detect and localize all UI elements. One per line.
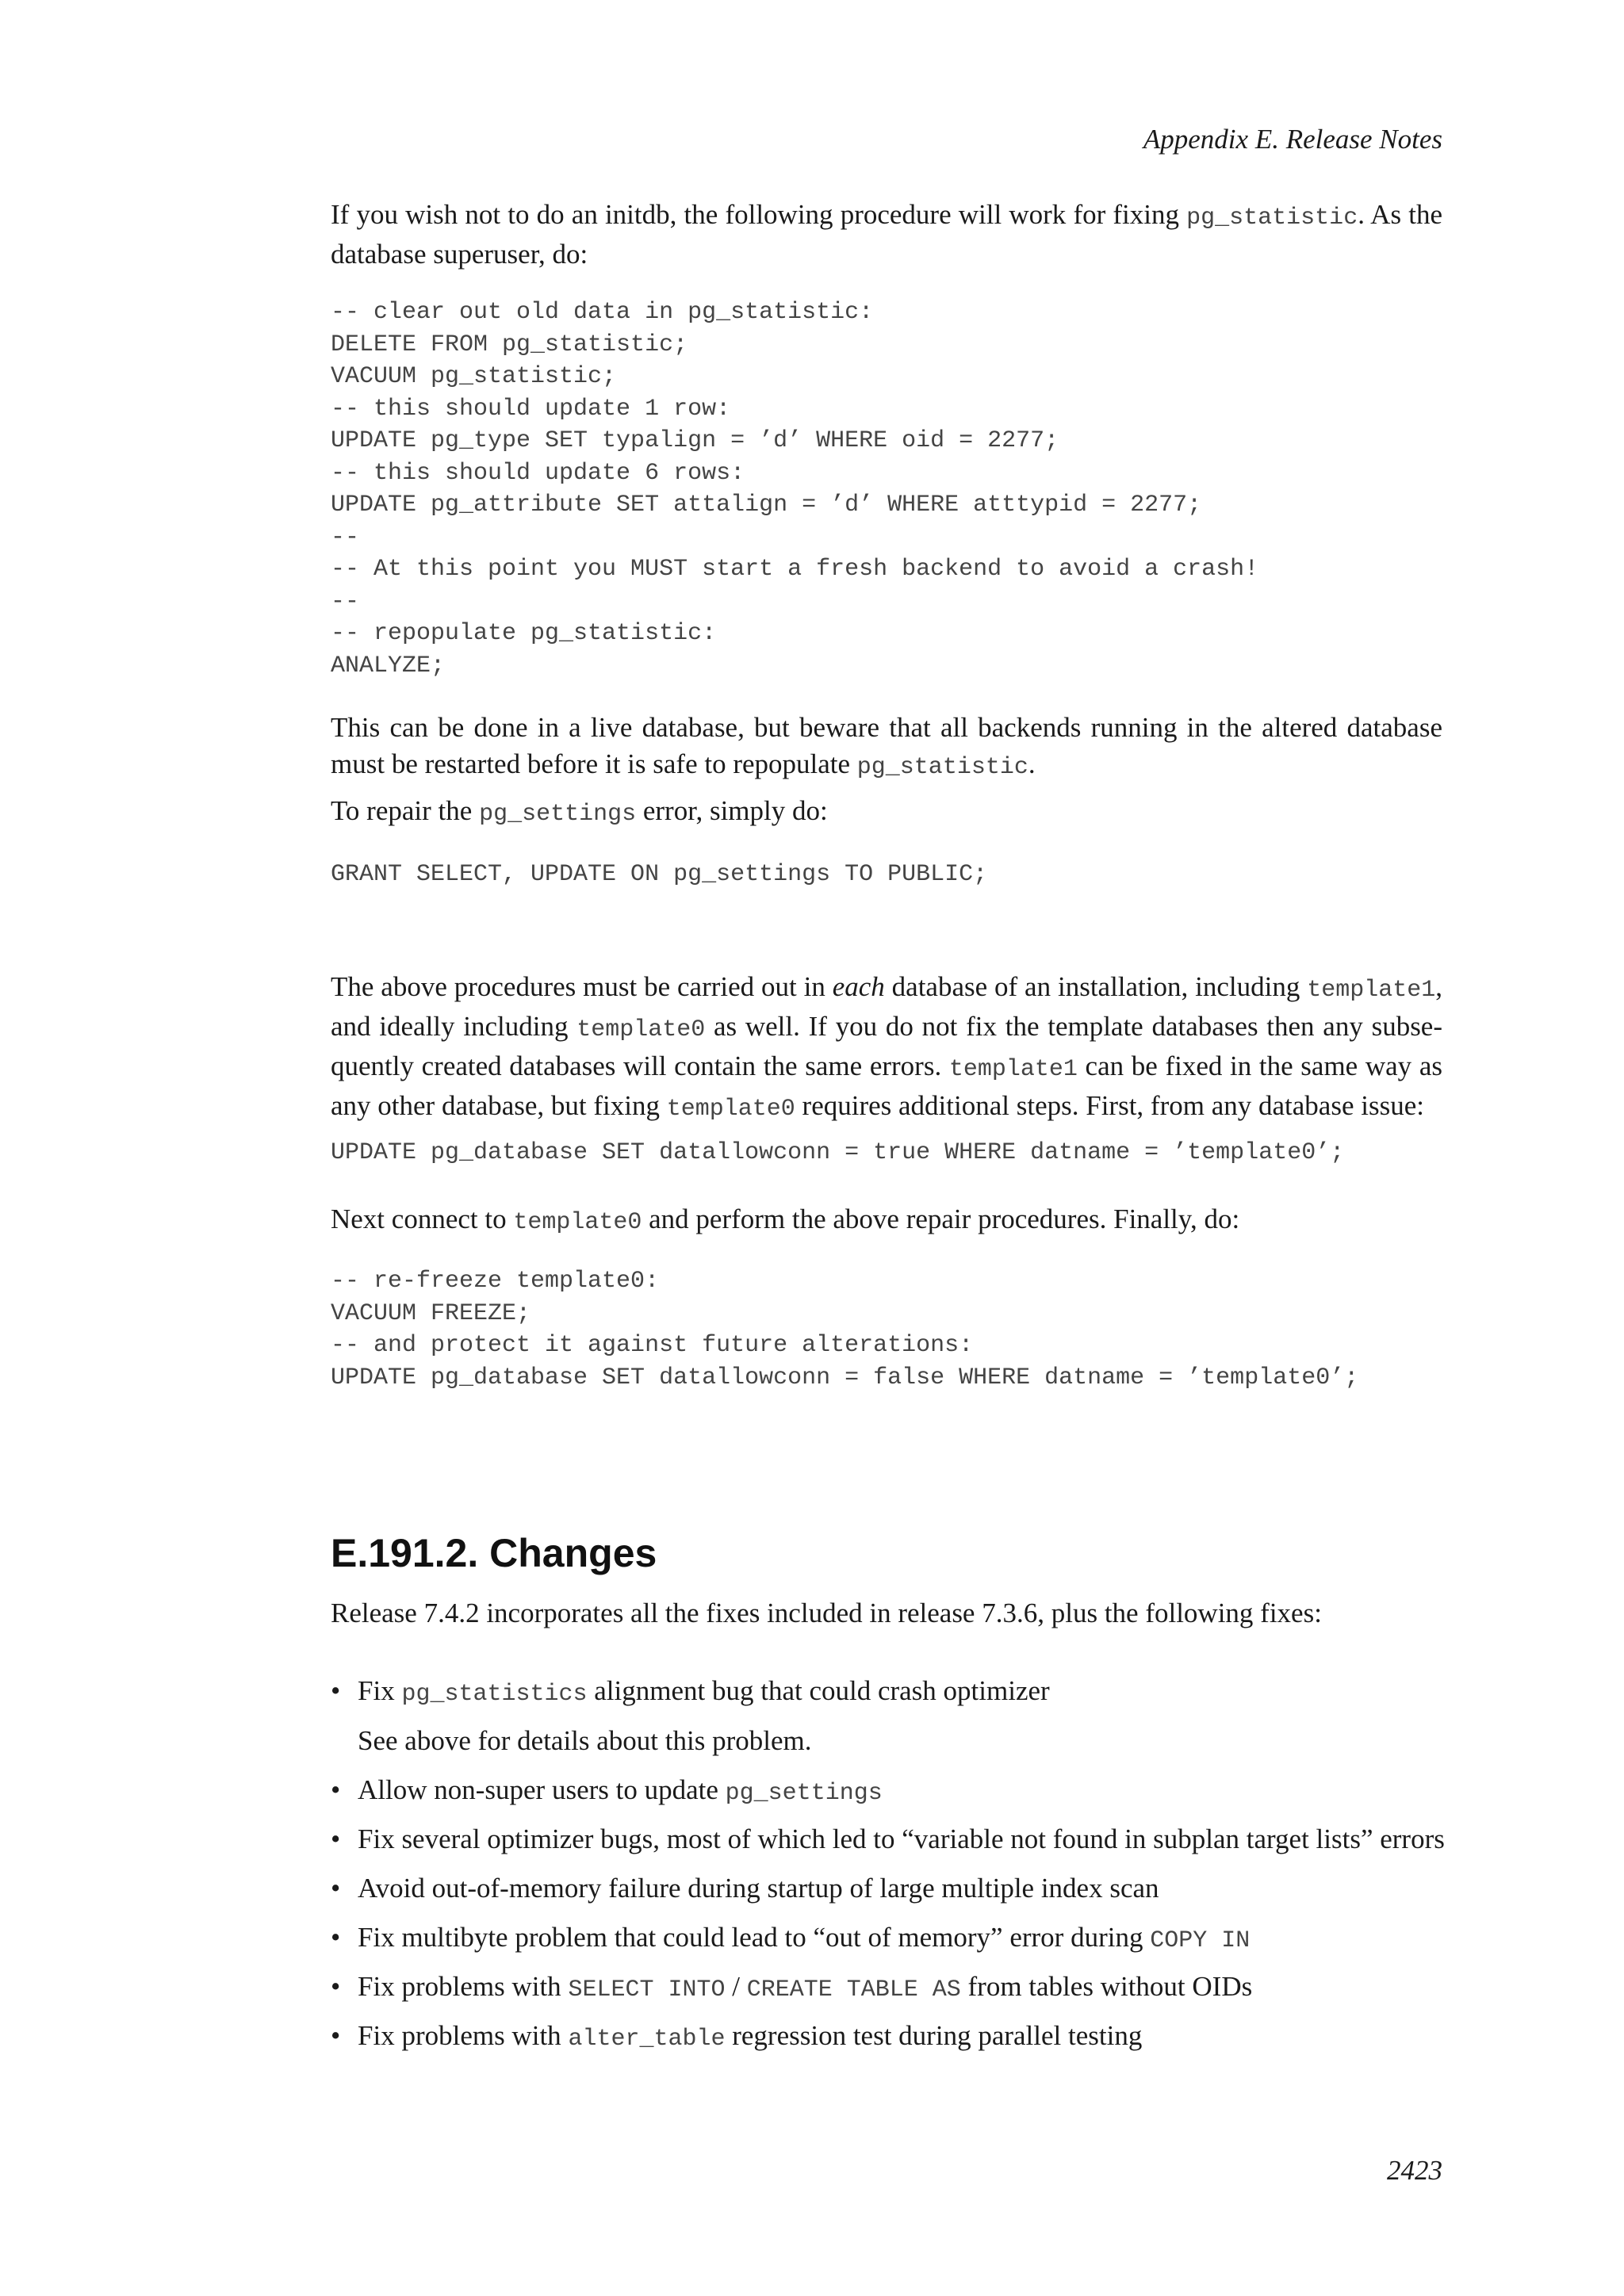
inline-code: pg_statistics <box>401 1681 588 1708</box>
repair-text: To repair the <box>331 795 480 826</box>
item-separator: / <box>725 1971 747 2002</box>
inline-code: pg_settings <box>479 801 637 828</box>
code-block-refreeze: -- re-freeze template0: VACUUM FREEZE; -- and protect it against future alterations: UPDATE pg_database SET datallowconn = false WHERE datname = ’template0’; <box>331 1268 1359 1391</box>
inline-code: template0 <box>513 1209 642 1236</box>
intro-text: If you wish not to do an initdb, the following procedure will work for fixing <box>331 199 1187 230</box>
next-text-end: and perform the above repair procedures. Finally, do: <box>642 1203 1240 1234</box>
intro-text-end: . As the database superuser, do: <box>331 199 1442 270</box>
bullet: • <box>331 1823 341 1854</box>
inline-code: CREATE TABLE AS <box>746 1976 961 2003</box>
next-connect-paragraph <box>331 1201 1442 1241</box>
item-text-end: alignment bug that could crash optimizer <box>587 1675 1050 1706</box>
emphasis: each <box>832 971 885 1002</box>
inline-code: pg_settings <box>725 1780 883 1807</box>
item-text: Fix <box>358 1675 402 1706</box>
inline-code: template1 <box>948 1056 1078 1083</box>
live-database-paragraph <box>331 710 1442 786</box>
code-block-allow-conn: UPDATE pg_database SET datallowconn = true WHERE datname = ’template0’; <box>331 1139 1345 1166</box>
bullet: • <box>331 2020 341 2051</box>
repair-paragraph <box>331 793 1442 832</box>
item-text-end: from tables without OIDs <box>960 1971 1253 2002</box>
section-heading: E.191.2. Changes <box>331 1531 657 1575</box>
procedures-text-5: can be fixed in the same way as any other database, but fixing <box>331 1050 1442 1121</box>
bullet: • <box>331 1675 341 1706</box>
document-page <box>331 0 1445 2296</box>
list-item-text <box>358 2018 1142 2057</box>
procedures-text-1: The above procedures must be carried out in <box>331 971 833 1002</box>
procedures-text-4: as well. If you do not fix the template databases then any subse-quently created databases will contain the same errors. <box>331 1011 1442 1081</box>
inline-code: template0 <box>666 1096 795 1123</box>
inline-code: pg_statistic <box>1186 205 1358 232</box>
procedures-paragraph <box>331 969 1442 1127</box>
item-text: Fix problems with <box>358 1971 569 2002</box>
live-db-text-end: . <box>1028 748 1036 779</box>
code-block-grant: GRANT SELECT, UPDATE ON pg_settings TO PUBLIC; <box>331 861 988 888</box>
item-text: Allow non-super users to update <box>358 1774 726 1805</box>
section-intro: Release 7.4.2 incorporates all the fixes included in release 7.3.6, plus the following fixes: <box>331 1598 1322 1628</box>
list-item-text <box>358 1772 883 1812</box>
list-item-text <box>358 1919 1250 1959</box>
item-text: Fix multibyte problem that could lead to “out of memory” error during <box>358 1922 1151 1953</box>
next-text: Next connect to <box>331 1203 514 1234</box>
procedures-text-6: requires additional steps. First, from any database issue: <box>795 1090 1424 1121</box>
repair-text-end: error, simply do: <box>636 795 828 826</box>
procedures-text-3: , and ideally including <box>331 971 1442 1042</box>
bullet: • <box>331 1971 341 2002</box>
inline-code: SELECT INTO <box>568 1976 726 2003</box>
bullet: • <box>331 1774 341 1805</box>
code-block-statistic-fix: -- clear out old data in pg_statistic: DELETE FROM pg_statistic; VACUUM pg_statistic; -- this should update 1 row: UPDATE pg_type SET typalign = ’d’ WHERE oid = 2277; -- this should update 6 rows: UPDATE pg_attribute SET attalign = ’d’ WHERE atttypid = 2277; -- -- At this point you MUST start a fresh backend to avoid a crash! -- -- repopulate pg_statistic: ANALYZE; <box>331 299 1259 679</box>
inline-code: alter_table <box>568 2026 726 2053</box>
item-text: Fix several optimizer bugs, most of which led to “variable not found in subplan target lists” errors <box>358 1823 1445 1854</box>
inline-code: template1 <box>1307 977 1436 1004</box>
inline-code: pg_statistic <box>856 754 1028 781</box>
inline-code: COPY IN <box>1150 1927 1251 1954</box>
running-header: Appendix E. Release Notes <box>1143 124 1442 155</box>
list-item-text <box>358 1673 1050 1712</box>
list-item-text <box>358 1969 1252 2008</box>
bullet: • <box>331 1873 341 1904</box>
item-note-text: See above for details about this problem. <box>358 1725 812 1756</box>
page-number: 2423 <box>1387 2155 1442 2186</box>
live-db-text: This can be done in a live database, but beware that all backends running in the altered database must be restarted before it is safe to repopulate <box>331 712 1442 779</box>
item-text: Fix problems with <box>358 2020 569 2051</box>
bullet: • <box>331 1922 341 1953</box>
inline-code: template0 <box>576 1016 706 1043</box>
intro-paragraph <box>331 197 1442 273</box>
item-text-end: regression test during parallel testing <box>725 2020 1143 2051</box>
procedures-text-2: database of an installation, including <box>884 971 1308 1002</box>
item-text: Avoid out-of-memory failure during startup of large multiple index scan <box>358 1873 1159 1904</box>
